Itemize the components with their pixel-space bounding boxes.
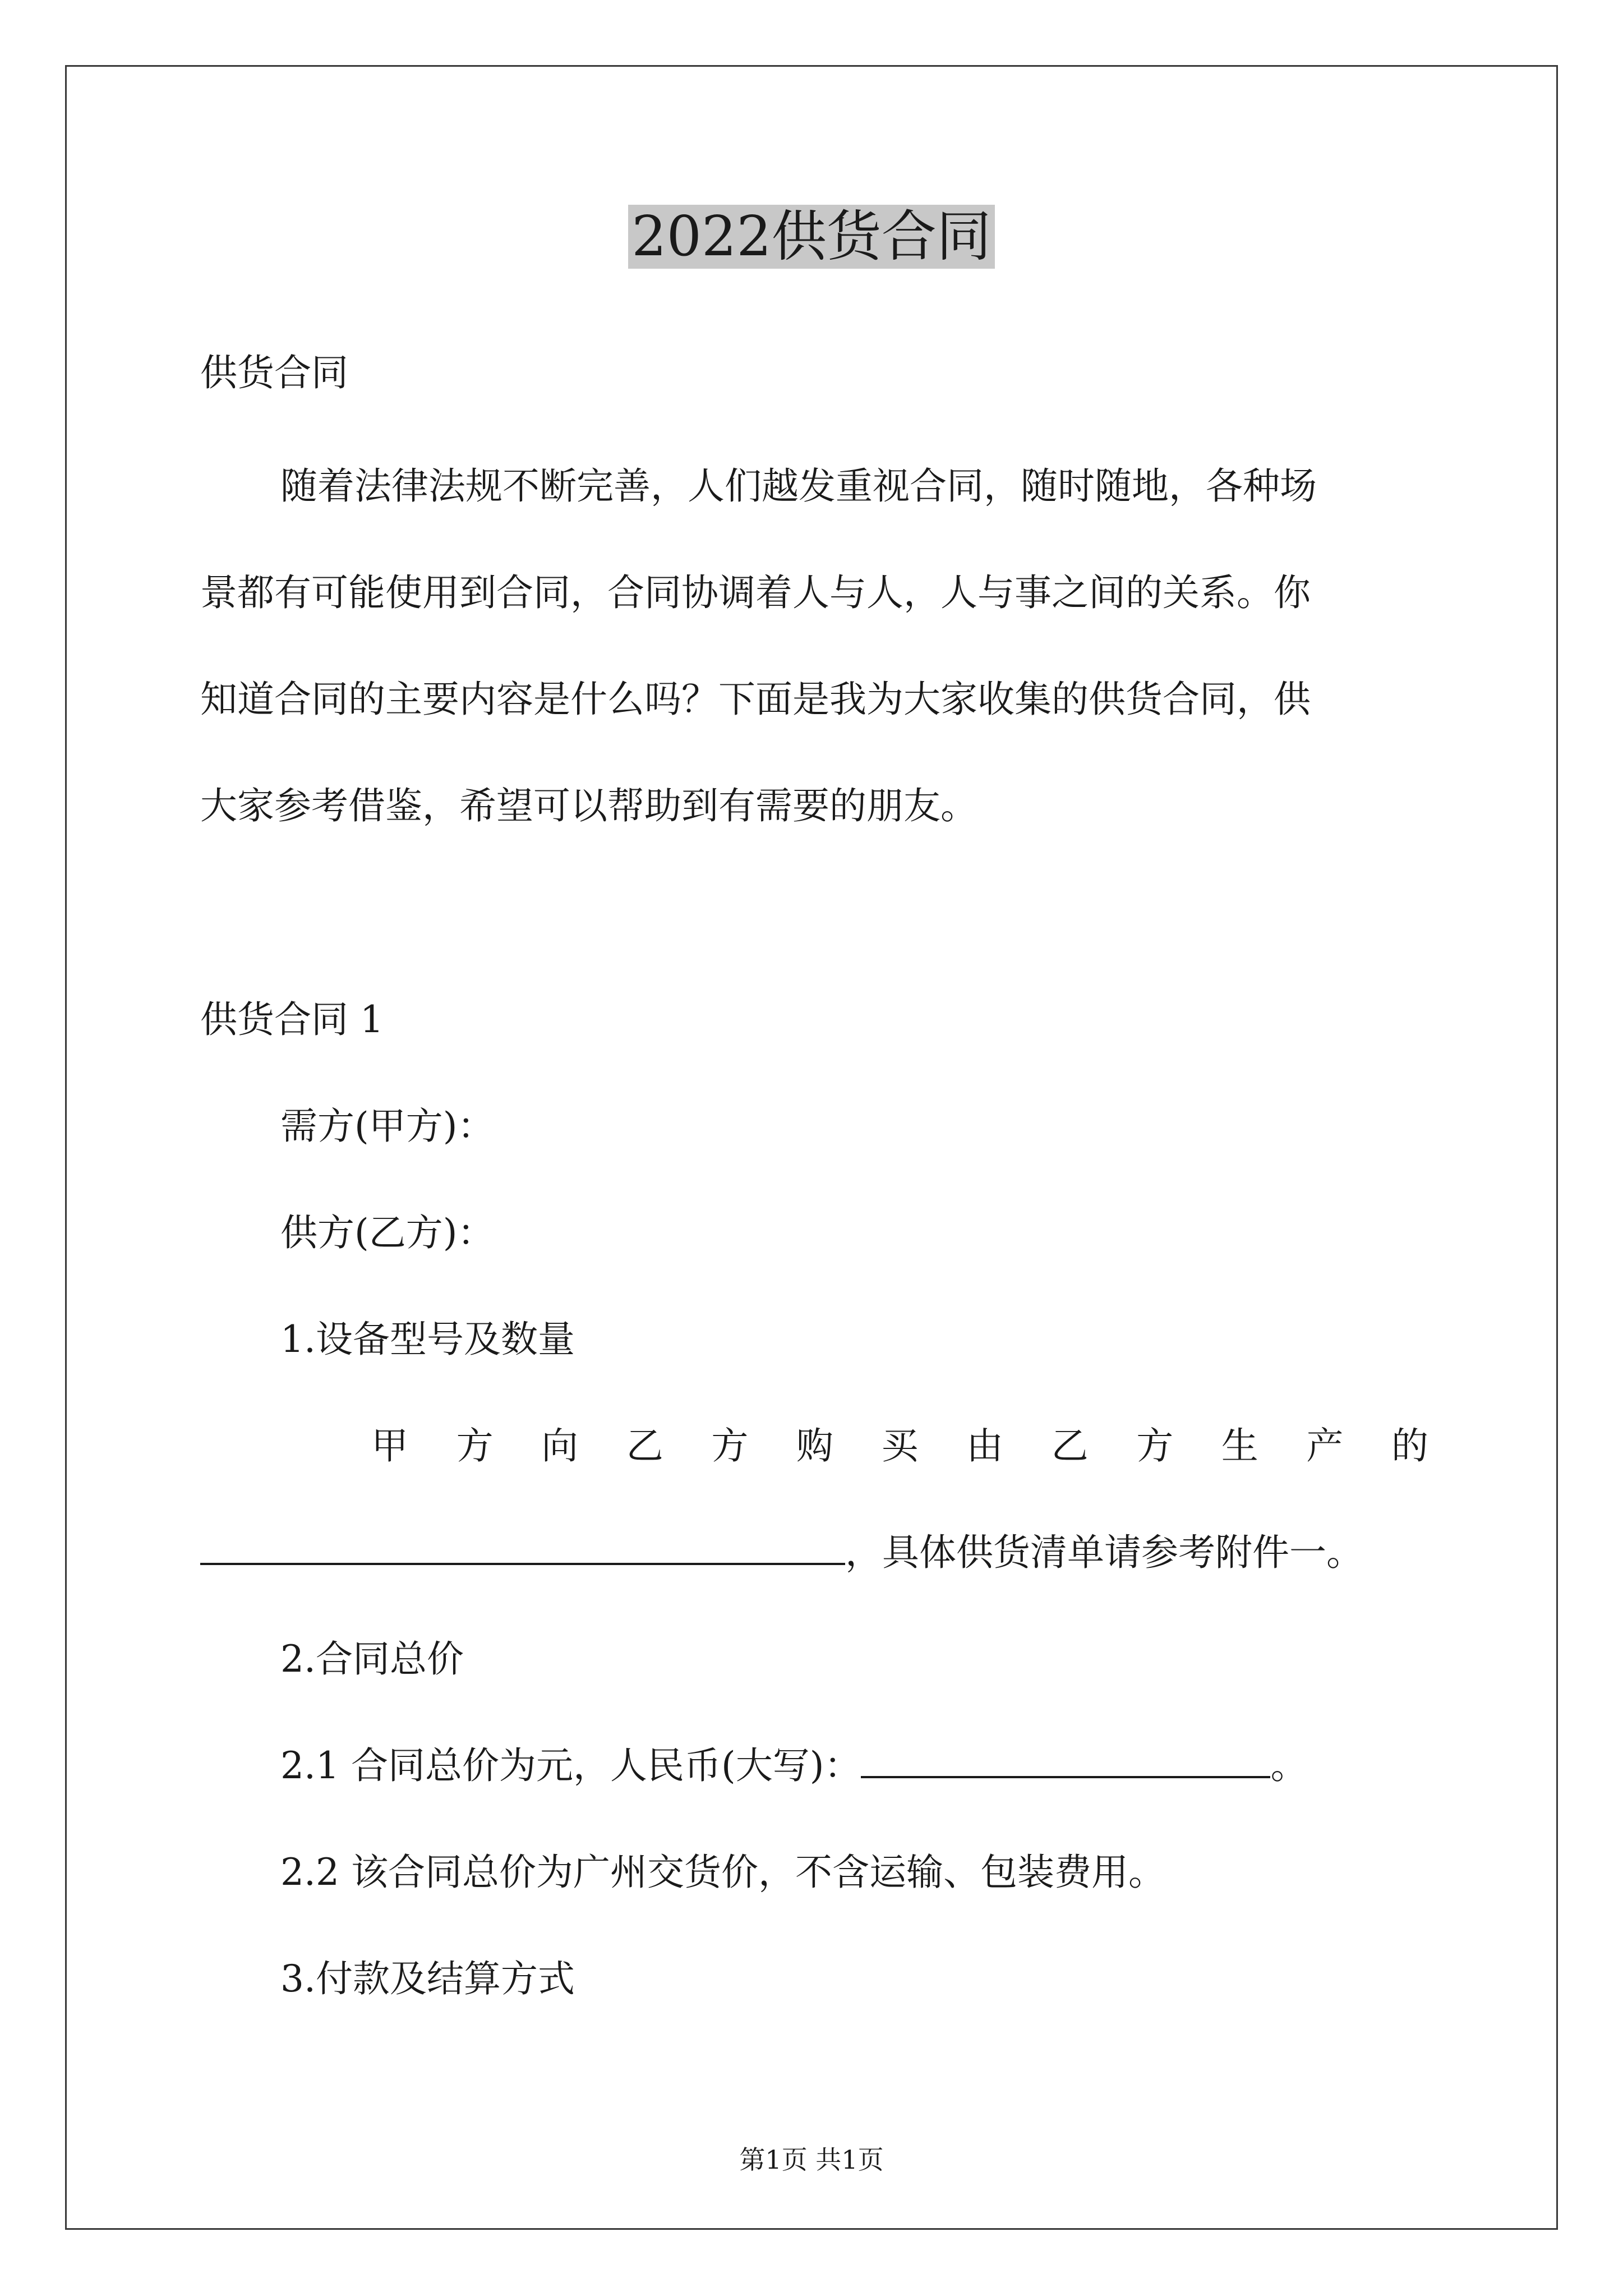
item1-char: 方 [711, 1424, 749, 1467]
item1-char: 向 [541, 1424, 579, 1467]
item1-line1 [371, 1421, 1428, 1471]
item1-heading: 1.设备型号及数量 [280, 1318, 575, 1361]
intro-line-2: 景都有可能使用到合同，合同协调着人与人，人与事之间的关系。你 [200, 571, 1311, 614]
item1-char: 由 [966, 1424, 1004, 1467]
item1-char: 乙 [1051, 1424, 1089, 1467]
item1-char: 购 [796, 1424, 833, 1467]
buyer-label: 需方(甲方)： [280, 1105, 495, 1148]
item3-heading: 3.付款及结算方式 [280, 1957, 575, 2000]
seller-label: 供方(乙方)： [280, 1211, 495, 1254]
item1-char: 的 [1391, 1424, 1428, 1467]
item2-2: 2.2 该合同总价为广州交货价，不含运输、包装费用。 [280, 1851, 1165, 1894]
item2-heading: 2.合同总价 [280, 1637, 464, 1681]
item1-char: 方 [1136, 1424, 1174, 1467]
intro-line-4: 大家参考借鉴，希望可以帮助到有需要的朋友。 [200, 784, 978, 827]
item1-char: 产 [1306, 1424, 1344, 1467]
item2-1 [280, 1741, 1428, 1791]
document-title [0, 197, 1623, 276]
fill-blank-device [200, 1529, 845, 1565]
item1-line2 [200, 1527, 1428, 1578]
item2-1-text: 2.1 合同总价为元，人民币(大写)： [280, 1744, 861, 1787]
item1-char: 买 [881, 1424, 919, 1467]
item1-char: 乙 [626, 1424, 663, 1467]
item2-1-end: 。 [1270, 1744, 1308, 1787]
item1-char: 生 [1221, 1424, 1258, 1467]
intro-line-1: 随着法律法规不断完善，人们越发重视合同，随时随地，各种场 [280, 464, 1317, 508]
item1-line1-justified [371, 1421, 1428, 1471]
page-footer: 第1页 共1页 [739, 2145, 884, 2175]
document-title-text: 2022供货合同 [628, 205, 994, 269]
fill-blank-amount [861, 1742, 1270, 1778]
section-heading: 供货合同 1 [200, 998, 384, 1041]
item1-char: 甲 [371, 1424, 408, 1467]
item1-char: 方 [456, 1424, 494, 1467]
intro-line-3: 知道合同的主要内容是什么吗？下面是我为大家收集的供货合同，供 [200, 678, 1311, 721]
item1-line2-text: ，具体供货清单请参考附件一。 [845, 1531, 1363, 1574]
subtitle: 供货合同 [200, 351, 348, 394]
